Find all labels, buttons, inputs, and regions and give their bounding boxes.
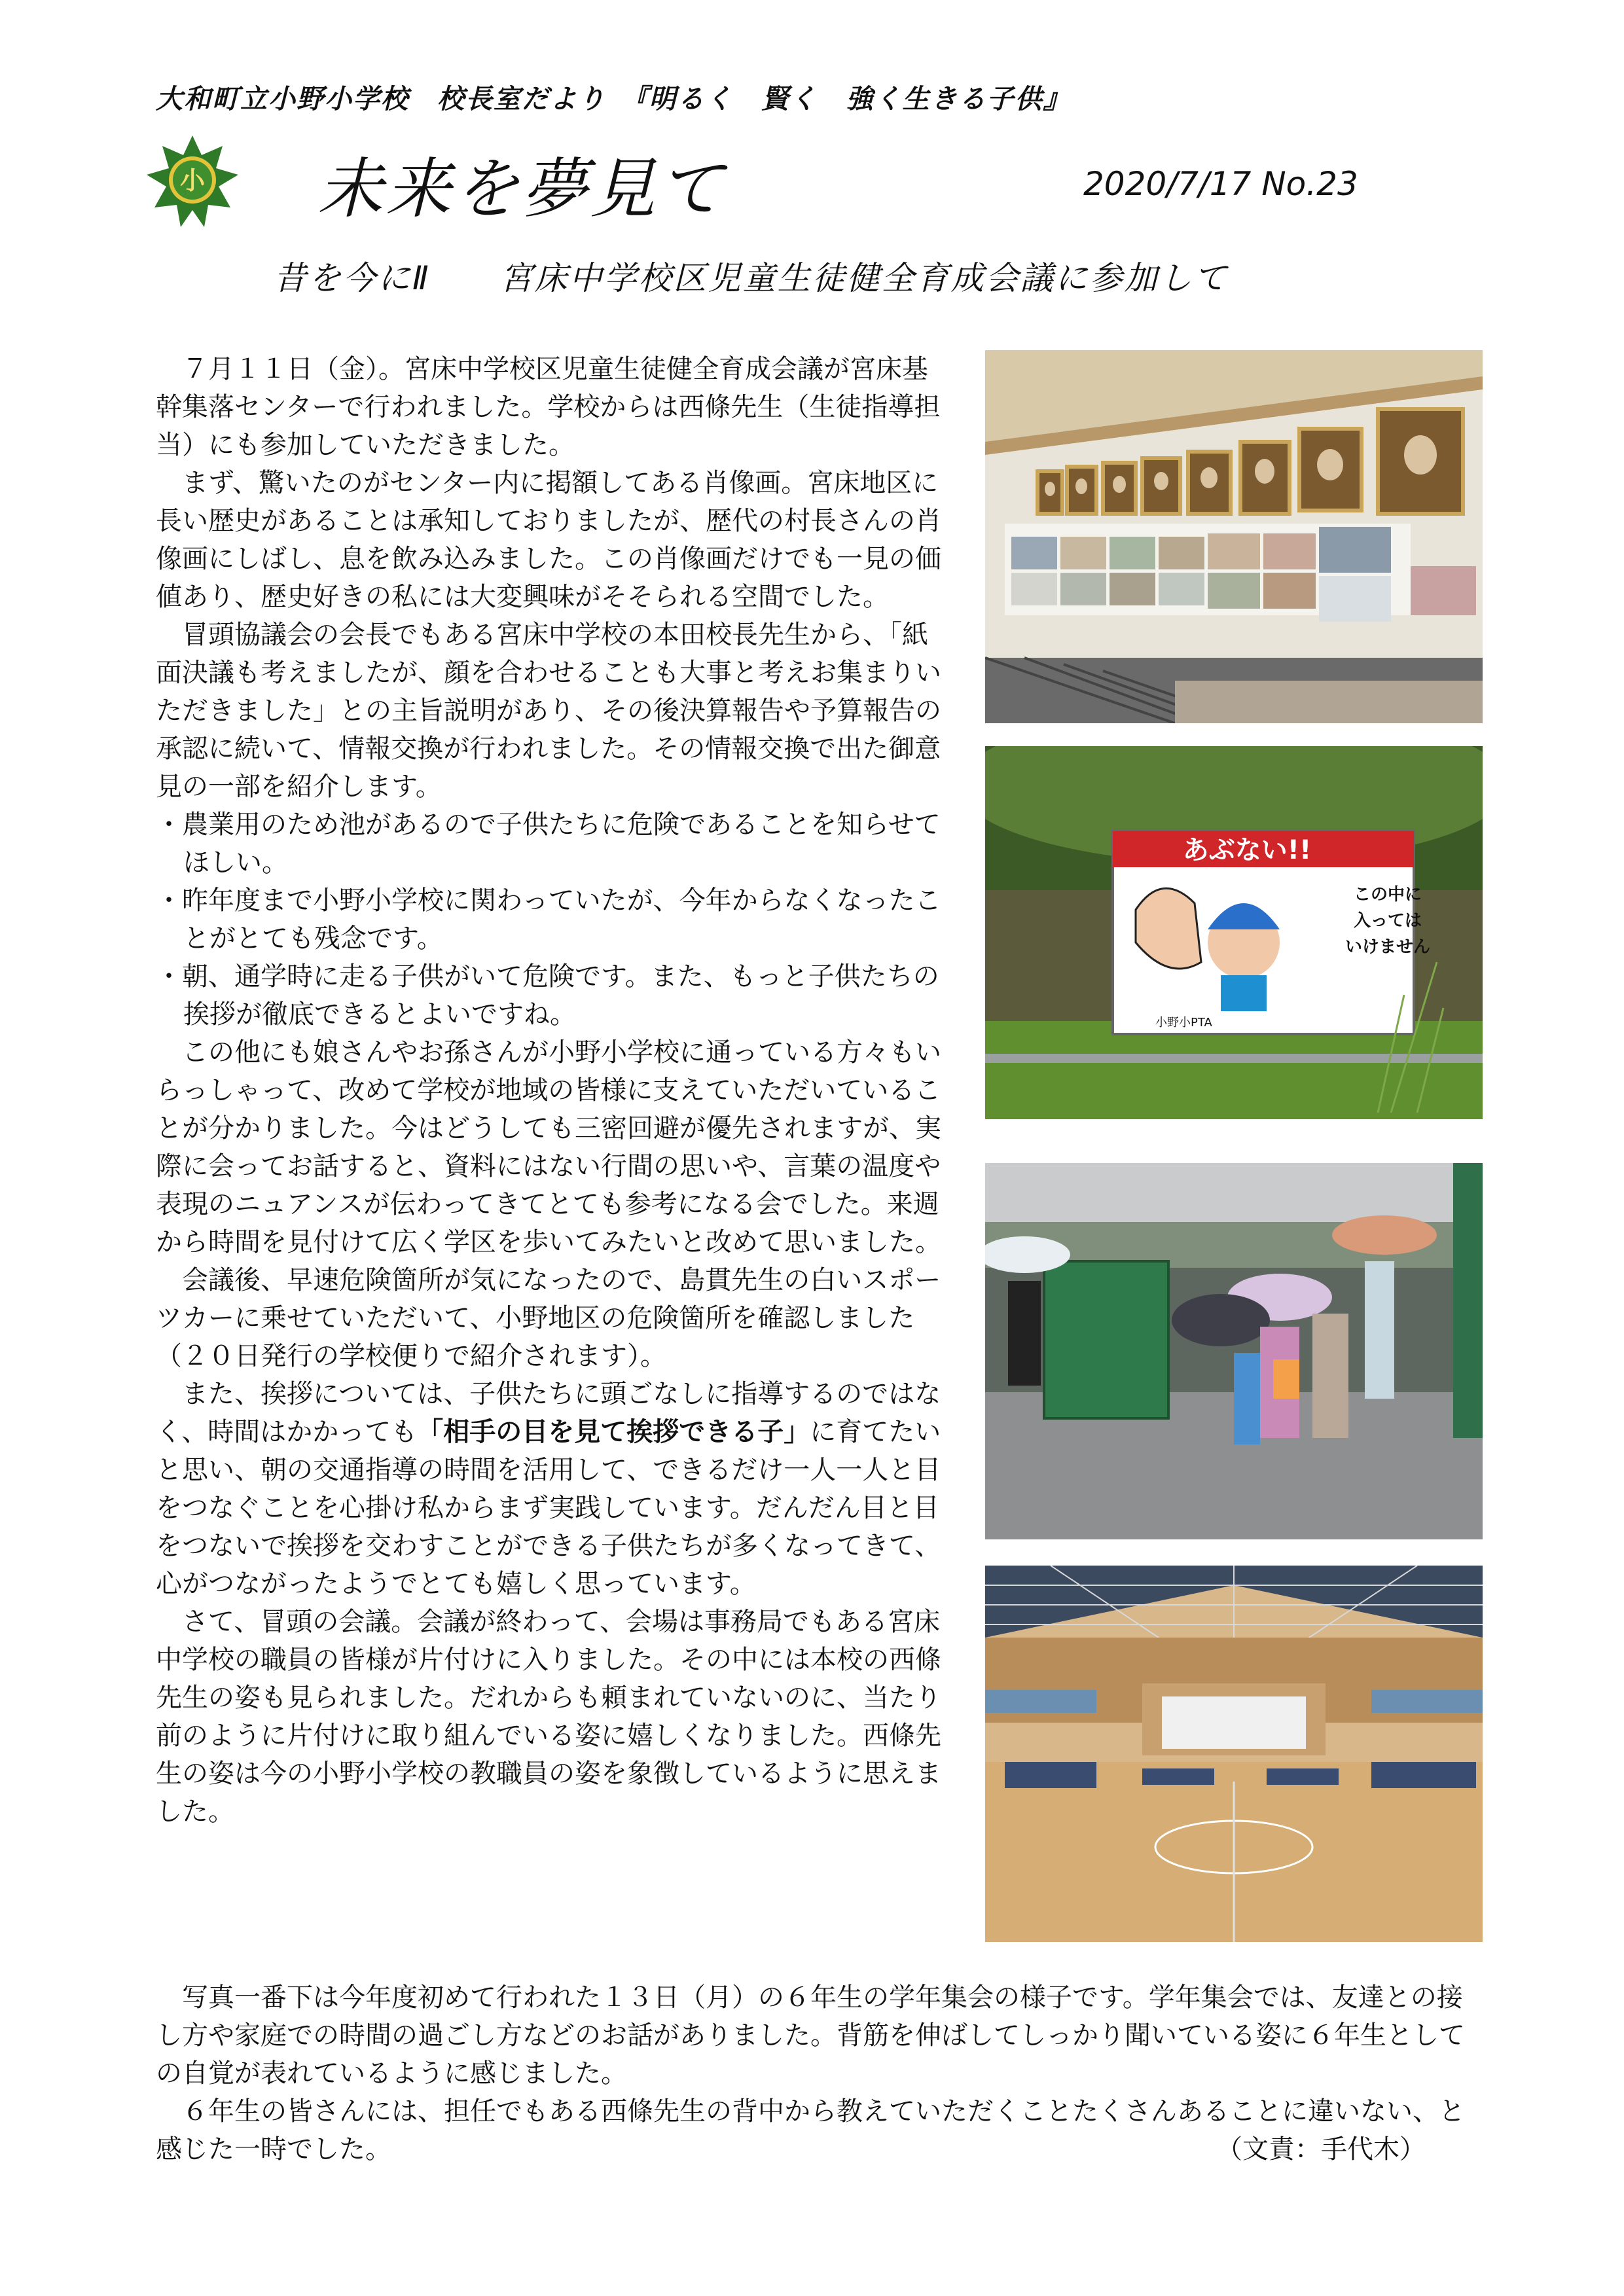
photo-portrait-gallery	[985, 350, 1483, 723]
sign-caption-line-1: この中に	[1353, 885, 1422, 905]
issue-date-number: 2020/7/17 No.23	[1083, 165, 1358, 203]
article-closing	[156, 1979, 1478, 2168]
emblem-character: 小	[179, 166, 206, 195]
newsletter-title: 未来を夢見て	[317, 151, 726, 227]
author-credit: （文責：手代木）	[1216, 2134, 1426, 2164]
photo-school-gate-rain	[985, 1163, 1483, 1539]
article-paragraph-5: 会議後、早速危険箇所が気になったので、島貫先生の白いスポーツカーに乗せていただいて、小野地区の危険箇所を確認しました（２０日発行の学校便りで紹介されます）。	[156, 1265, 941, 1371]
sign-caption-line-3: いけません	[1344, 937, 1431, 957]
article-paragraph-8: 写真一番下は今年度初めて行われた１３日（月）の６年生の学年集会の様子です。学年集会では、友達との接し方や家庭での時間の過ごし方などのお話がありました。背筋を伸ばしてしっかり聞いている姿に６年生としての自覚が表れているように感じました。	[156, 1982, 1465, 2089]
sign-pta-label: 小野小PTA	[1155, 1016, 1212, 1030]
article-paragraph-3: 冒頭協議会の会長でもある宮床中学校の本田校長先生から、「紙面決議も考えましたが、顔を合わせることも大事と考えお集まりいただきました」との主旨説明があり、その後決算報告や予算報告の承認に続いて、情報交換が行われました。その情報交換で出た御意見の一部を紹介します。	[156, 620, 941, 802]
school-emblem-logo	[145, 134, 240, 229]
sign-warning-text: あぶない!!	[1182, 835, 1312, 865]
article-paragraph-6	[156, 1375, 941, 1603]
sign-caption-line-2: 入っては	[1353, 911, 1422, 931]
paragraph-6-rest: に育てたいと思い、朝の交通指導の時間を活用して、できるだけ一人一人と目をつなぐことを心掛け私からまず実践しています。だんだん目と目をつないで挨拶を交わすことができる子供たちが多くなってきて、心がつながったようでとても嬉しく思っています。	[156, 1417, 941, 1599]
opinion-bullet-3: ・朝、通学時に走る子供がいて危険です。また、もっと子供たちの挨拶が徹底できるとよいですね。	[156, 961, 939, 1030]
article-paragraph-7: さて、冒頭の会議。会議が終わって、会場は事務局でもある宮床中学校の職員の皆様が片付けに入りました。その中には本校の西條先生の姿も見られました。だれからも頼まれていないのに、当たり前のように片付けに取り組んでいる姿に嬉しくなりました。西條先生の姿は今の小野小学校の教職員の姿を象徴しているように思えました。	[156, 1607, 941, 1827]
photo-gym-assembly	[985, 1566, 1483, 1942]
paragraph-6-lead: また、挨拶については、子供たちに頭ごなしに指導するのではなく、時間はかかっても	[156, 1379, 941, 1447]
article-paragraph-4: この他にも娘さんやお孫さんが小野小学校に通っている方々もいらっしゃって、改めて学校が地域の皆様に支えていただいていることが分かりました。今はどうしても三密回避が優先されますが、実際に会ってお話すると、資料にはない行間の思いや、言葉の温度や表現のニュアンスが伝わってきてとても参考になる会でした。来週から時間を見付けて広く学区を歩いてみたいと改めて思いました。	[156, 1037, 941, 1257]
opinion-bullet-1: ・農業用のため池があるので子供たちに危険であることを知らせてほしい。	[156, 810, 941, 878]
article-subtitle: 昔を今にⅡ 宮床中学校区児童生徒健全育成会議に参加して	[274, 259, 1229, 297]
greeting-goal-emphasis: 「相手の目を見て挨拶できる子」	[417, 1417, 810, 1447]
article-paragraph-9	[156, 2092, 1478, 2168]
article-paragraph-2: まず、驚いたのがセンター内に掲額してある肖像画。宮床地区に長い歴史があることは承知しておりましたが、歴代の村長さんの肖像画にしばし、息を飲み込みました。この肖像画だけでも一見の価値あり、歴史好きの私には大変興味がそそられる空間でした。	[156, 468, 941, 612]
article-paragraph-1: ７月１１日（金）。宮床中学校区児童生徒健全育成会議が宮床基幹集落センターで行われました。学校からは西條先生（生徒指導担当）にも参加していただきました。	[156, 354, 941, 460]
opinion-bullet-2: ・昨年度まで小野小学校に関わっていたが、今年からなくなったことがとても残念です。	[156, 886, 941, 954]
newsletter-header: 大和町立小野小学校 校長室だより 『明るく 賢く 強く生きる子供』	[156, 83, 1072, 115]
paragraph-9-text: ６年生の皆さんには、担任でもある西條先生の背中から教えていただくことたくさんあることに違いない、と感じた一時でした。	[156, 2096, 1465, 2164]
article-body	[156, 350, 941, 1831]
photo-danger-sign-pond	[985, 746, 1483, 1119]
